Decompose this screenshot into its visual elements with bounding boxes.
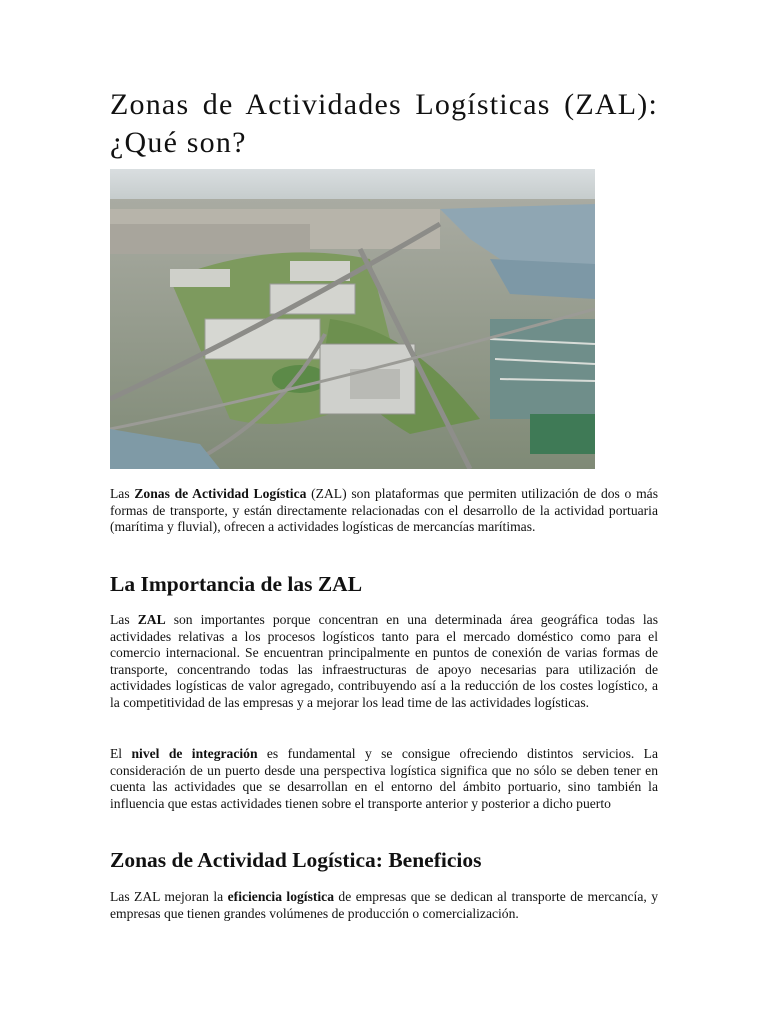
nivel-integracion-bold-term: nivel de integración: [131, 746, 258, 761]
beneficios-paragraph-1: Las ZAL mejoran la eficiencia logística de empresas que se dedican al transporte de mercancía, y empresas que tienen grandes volúmenes de producción o comercialización.: [110, 889, 658, 921]
importancia-paragraph-2: El nivel de integración es fundamental y se consigue ofreciendo distintos servicios. La consideración de un puerto desde una perspectiva logística significa que no sólo se deben tener en cuenta las actividades que se desarrollan en el entorno del ámbito portuario, sino también la influencia que estas actividades tienen sobre el transporte anterior y posterior a dicho puerto: [110, 746, 658, 811]
intro-paragraph: Las Zonas de Actividad Logística (ZAL) son plataformas que permiten utilización de dos o más formas de transporte, y están directamente relacionadas con el desarrollo de la actividad portuaria (marítima y fluvial), ofrecen a actividades logísticas de mercancías marítimas.: [110, 486, 658, 535]
intro-bold-term: Zonas de Actividad Logística: [134, 486, 307, 501]
importancia-paragraph-1: Las ZAL son importantes porque concentran en una determinada área geográfica todas las actividades relativas a los procesos logísticos tanto para el mercado doméstico como para el comercio internacional. Se encuentran principalmente en puntos de conexión de varias formas de transporte, concentrando todas las infraestructuras de apoyo necesarias para utilización de actividades logísticas de valor agregado, contribuyendo así a la reducción de los costes logístico, a la competitividad de las empresas y a mejorar los lead time de las actividades logísticas.: [110, 612, 659, 710]
section-heading-importancia: La Importancia de las ZAL: [110, 572, 363, 596]
eficiencia-logistica-bold-term: eficiencia logística: [227, 889, 334, 904]
document-title-block: [110, 86, 658, 162]
aerial-logistics-zone-photo: [110, 169, 595, 469]
page-title: Zonas de Actividades Logísticas (ZAL): ¿Qué son?: [110, 88, 658, 159]
zal-bold-term: ZAL: [137, 612, 166, 627]
section-heading-beneficios: Zonas de Actividad Logística: Beneficios: [110, 848, 482, 872]
